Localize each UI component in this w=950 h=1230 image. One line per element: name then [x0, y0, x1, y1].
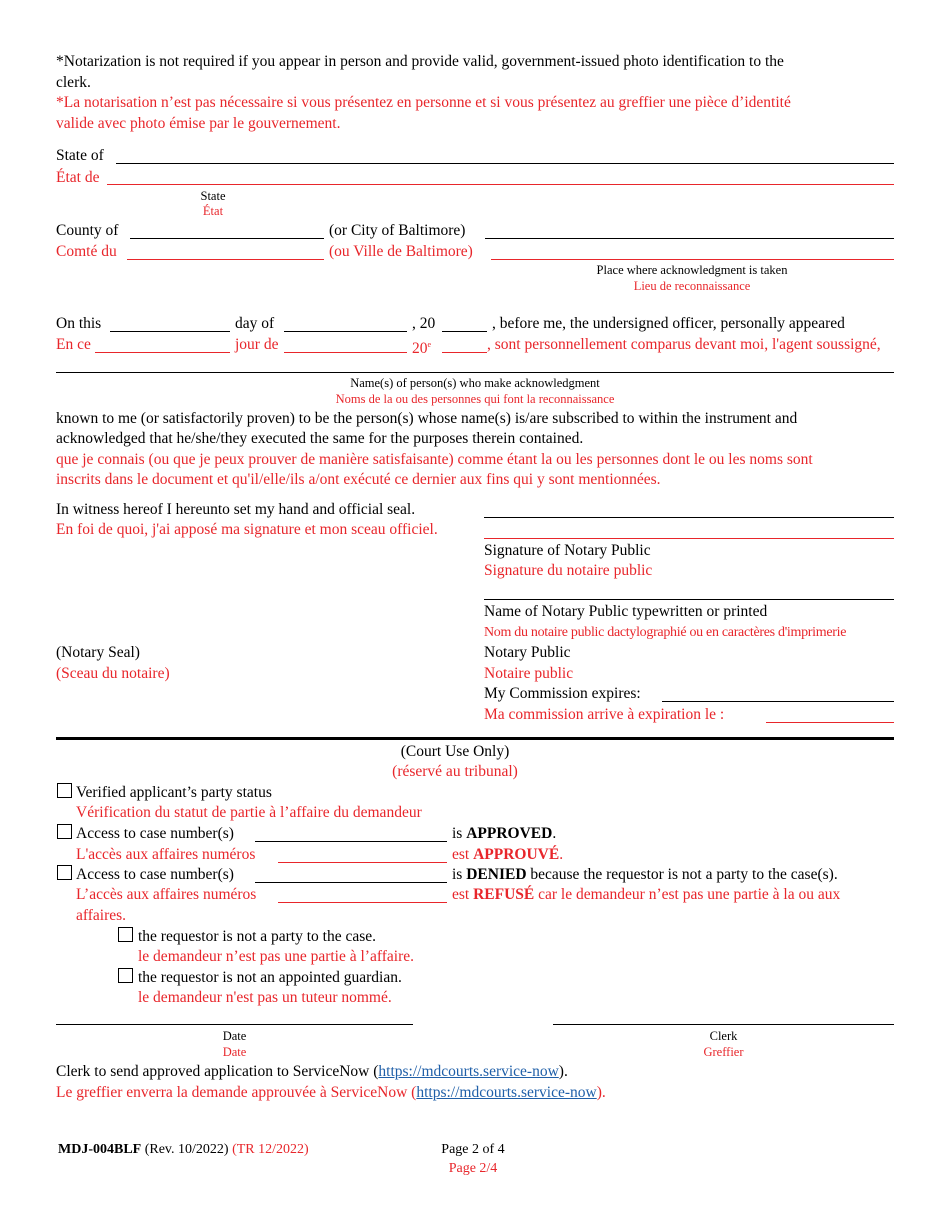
- year-field-fr[interactable]: [442, 352, 487, 353]
- sont-comparus-text: , sont personnellement comparus devant moi, l'agent soussigné,: [487, 336, 881, 353]
- known-en-line2: acknowledged that he/she/they executed the same for the purposes therein contained.: [56, 430, 584, 447]
- approved-checkbox[interactable]: [57, 824, 72, 839]
- form-tr: (TR 12/2022): [232, 1142, 309, 1157]
- court-date-field[interactable]: [56, 1024, 413, 1025]
- denied-rest: because the requestor is not a party to the case(s).: [530, 866, 838, 883]
- denied-access-label: Access to case number(s): [76, 866, 234, 883]
- denied-est: est: [452, 886, 470, 903]
- city-label: (or City of Baltimore): [329, 222, 466, 239]
- servicenow-fr-pre: Le greffier enverra la demande approuvée à ServiceNow (: [56, 1084, 417, 1101]
- before-me-text: , before me, the undersigned officer, personally appeared: [492, 315, 845, 332]
- approved-est: est: [452, 846, 470, 863]
- notary-signature-field-fr[interactable]: [484, 538, 894, 539]
- county-field-fr[interactable]: [127, 259, 324, 260]
- year-prefix-fr-num: 20: [412, 340, 428, 357]
- notary-seal-label: (Notary Seal): [56, 644, 140, 661]
- court-date-label: Date: [222, 1029, 247, 1043]
- en-ce-label: En ce: [56, 336, 91, 353]
- denied-status-fr: [452, 885, 840, 905]
- place-field[interactable]: [485, 238, 894, 239]
- notary-public-label: Notary Public: [484, 644, 571, 661]
- intro-fr-line1: *La notarisation n’est pas nécessaire si vous présentez en personne et si vous présentez au greffier une pièce d’identité: [56, 94, 791, 111]
- not-party-label: the requestor is not a party to the case.: [138, 928, 377, 945]
- page-number-fr: Page 2/4: [448, 1161, 498, 1176]
- clerk-label-fr: Greffier: [703, 1045, 744, 1059]
- servicenow-fr: [56, 1083, 606, 1103]
- court-use-divider: [56, 737, 894, 740]
- denied-status: [452, 865, 838, 885]
- place-caption-fr: Lieu de reconnaissance: [633, 279, 751, 293]
- not-guardian-label-fr: le demandeur n'est pas un tuteur nommé.: [138, 989, 392, 1006]
- not-party-checkbox[interactable]: [118, 927, 133, 942]
- jour-de-label: jour de: [235, 336, 279, 353]
- refuse-rest: car le demandeur n’est pas une partie à la ou aux: [538, 886, 841, 903]
- denied-case-field-fr[interactable]: [278, 902, 447, 903]
- year-prefix-fr-sup: e: [427, 340, 432, 349]
- county-field[interactable]: [130, 238, 324, 239]
- commission-field[interactable]: [662, 701, 894, 702]
- refuse-word: REFUSÉ: [473, 886, 535, 903]
- intro-en-line1: *Notarization is not required if you appear in person and provide valid, government-issued photo identification to the: [56, 53, 784, 70]
- servicenow-en-pre: Clerk to send approved application to ServiceNow (: [56, 1063, 379, 1080]
- day-field[interactable]: [110, 331, 230, 332]
- verified-label-fr: Vérification du statut de partie à l’affaire du demandeur: [76, 804, 422, 821]
- year-prefix: , 20: [412, 315, 436, 332]
- city-label-fr: (ou Ville de Baltimore): [329, 243, 473, 260]
- place-field-fr[interactable]: [491, 259, 894, 260]
- clerk-field[interactable]: [553, 1024, 894, 1025]
- notary-name-label-fr: Nom du notaire public dactylographié ou en caractères d'imprimerie: [484, 625, 847, 640]
- form-rev: (Rev. 10/2022): [144, 1142, 229, 1157]
- state-caption-fr: État: [202, 204, 224, 218]
- approved-case-field[interactable]: [255, 841, 447, 842]
- approved-case-field-fr[interactable]: [278, 862, 447, 863]
- verified-checkbox[interactable]: [57, 783, 72, 798]
- servicenow-fr-post: ).: [596, 1084, 606, 1101]
- notary-seal-label-fr: (Sceau du notaire): [56, 665, 170, 682]
- denied-word: DENIED: [466, 866, 527, 883]
- approved-word: APPROVED: [466, 825, 553, 842]
- known-fr-line2: inscrits dans le document et qu'il/elle/ils a/ont exécuté ce dernier aux fins qui y sont mentionnées.: [56, 471, 661, 488]
- servicenow-en-post: ).: [558, 1063, 568, 1080]
- clerk-label: Clerk: [709, 1029, 738, 1043]
- day-field-fr[interactable]: [95, 352, 230, 353]
- known-en-line1: known to me (or satisfactorily proven) to be the person(s) whose name(s) is/are subscribed to within the instrument and: [56, 410, 798, 427]
- notary-signature-label-fr: Signature du notaire public: [484, 562, 653, 579]
- approuve-word: APPROUVÉ: [473, 846, 560, 863]
- state-caption: State: [200, 189, 226, 203]
- year-field[interactable]: [442, 331, 487, 332]
- witness-fr: En foi de quoi, j'ai apposé ma signature et mon sceau officiel.: [56, 521, 438, 538]
- state-label: State of: [56, 147, 104, 164]
- month-field[interactable]: [284, 331, 407, 332]
- names-field[interactable]: [56, 372, 894, 373]
- denied-checkbox[interactable]: [57, 865, 72, 880]
- on-this-label: On this: [56, 315, 102, 332]
- refuse-line2: affaires.: [76, 907, 127, 924]
- commission-field-fr[interactable]: [766, 722, 894, 723]
- not-guardian-label: the requestor is not an appointed guardian.: [138, 969, 402, 986]
- denied-is: is: [452, 866, 463, 883]
- year-prefix-fr: [412, 335, 431, 359]
- servicenow-link-fr[interactable]: https://mdcourts.service-now: [416, 1084, 597, 1101]
- names-caption-fr: Noms de la ou des personnes qui font la reconnaissance: [335, 392, 615, 406]
- intro-fr-line2: valide avec photo émise par le gouvernement.: [56, 115, 341, 132]
- county-label: County of: [56, 222, 119, 239]
- county-label-fr: Comté du: [56, 243, 117, 260]
- notary-name-field[interactable]: [484, 599, 894, 600]
- approved-status-fr: est APPROUVÉ.: [452, 846, 564, 863]
- servicenow-link[interactable]: https://mdcourts.service-now: [378, 1063, 559, 1080]
- commission-label-fr: Ma commission arrive à expiration le :: [484, 706, 725, 723]
- verified-label: Verified applicant’s party status: [76, 784, 272, 801]
- day-of-label: day of: [235, 315, 275, 332]
- approved-access-label-fr: L'accès aux affaires numéros: [76, 846, 256, 863]
- month-field-fr[interactable]: [284, 352, 407, 353]
- state-field-fr[interactable]: [107, 184, 894, 185]
- denied-access-label-fr: L’accès aux affaires numéros: [76, 886, 257, 903]
- approved-access-label: Access to case number(s): [76, 825, 234, 842]
- notary-signature-field[interactable]: [484, 517, 894, 518]
- not-party-label-fr: le demandeur n’est pas une partie à l’affaire.: [138, 948, 414, 965]
- servicenow-en: [56, 1062, 568, 1082]
- intro-en-line2: clerk.: [56, 74, 91, 91]
- not-guardian-checkbox[interactable]: [118, 968, 133, 983]
- notary-signature-label: Signature of Notary Public: [484, 542, 651, 559]
- approved-is: is: [452, 825, 463, 842]
- denied-case-field[interactable]: [255, 882, 447, 883]
- court-use-title-fr: (réservé au tribunal): [392, 763, 518, 780]
- notary-name-label: Name of Notary Public typewritten or printed: [484, 603, 768, 620]
- page-number: Page 2 of 4: [441, 1142, 505, 1157]
- approved-status: is APPROVED.: [452, 825, 557, 842]
- state-label-fr: État de: [56, 169, 100, 186]
- form-id: MDJ-004BLF: [58, 1142, 142, 1157]
- known-fr-line1: que je connais (ou que je peux prouver de manière satisfaisante) comme étant la ou les personnes dont le ou les noms sont: [56, 451, 813, 468]
- commission-label: My Commission expires:: [484, 685, 641, 702]
- place-caption: Place where acknowledgment is taken: [596, 263, 788, 277]
- court-use-title: (Court Use Only): [400, 743, 510, 760]
- footer-form-id: [58, 1140, 309, 1160]
- names-caption: Name(s) of person(s) who make acknowledgment: [350, 376, 600, 390]
- court-date-label-fr: Date: [222, 1045, 247, 1059]
- witness-en: In witness hereof I hereunto set my hand and official seal.: [56, 501, 416, 518]
- state-field[interactable]: [116, 163, 894, 164]
- notary-public-label-fr: Notaire public: [484, 665, 574, 682]
